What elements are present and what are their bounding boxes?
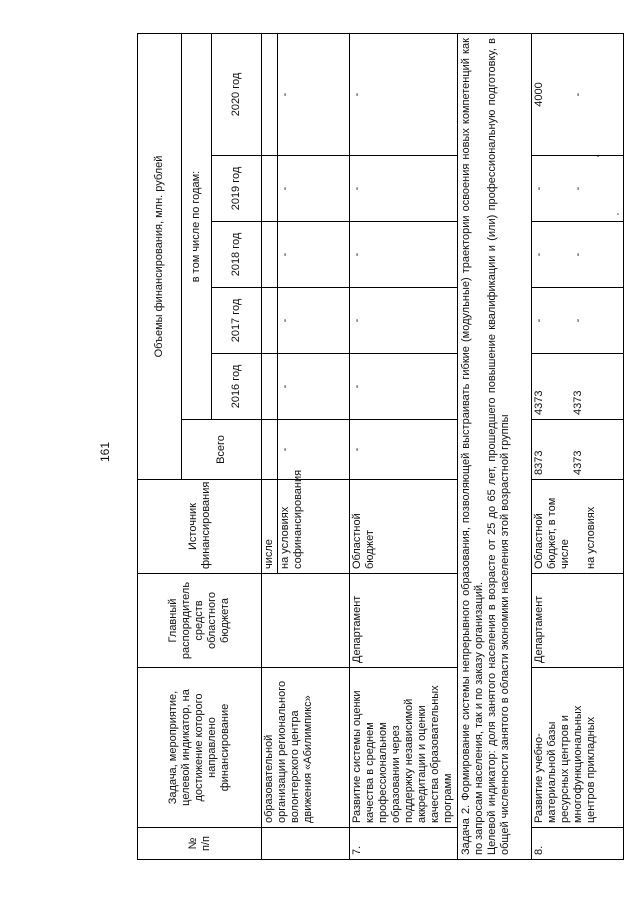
cont-cell: [262, 156, 278, 222]
row8-2020: [532, 34, 624, 156]
task-2-title: Задача 2. Формирование системы непрерывного образования, позволяющей выстраивать гибкие (модульные) траектории освоения новых компетенций как по запросам населения, так и по заказу организаций.: [460, 38, 485, 855]
row8-2020-a: 4000: [533, 82, 545, 107]
row8-source-a: Областной бюджет, в том числе: [533, 497, 571, 569]
financing-table: [137, 33, 624, 860]
cont-num: [262, 828, 350, 860]
rotated-page-content: [137, 34, 639, 860]
cont-2016: -: [278, 354, 350, 420]
header-source: Источник финансирования: [138, 480, 262, 574]
row8-2017-b: -: [572, 318, 584, 323]
header-year-2016: 2016 год: [212, 354, 262, 420]
row7-2019: -: [350, 156, 458, 222]
row7-source: Областной бюджет: [350, 480, 458, 574]
row8-2016-b: 4373: [572, 390, 584, 415]
row8-source-b: на условиях: [585, 506, 597, 569]
row7-2017: -: [350, 288, 458, 354]
cont-2020: -: [278, 34, 350, 156]
row7-2016: -: [350, 354, 458, 420]
header-task: Задача, мероприятие, целевой индикатор, на достижение которого направлено финансирование: [138, 668, 262, 828]
row8-2018: [532, 222, 624, 288]
row8-2019-b: -: [572, 186, 584, 191]
cont-2019: -: [278, 156, 350, 222]
cont-cell: [262, 222, 278, 288]
task-2-indicator: Целевой индикатор: доля занятого населения в возрасте от 25 до 65 лет, прошедшего повышение квалификации и (или) профессиональную подготовку, в общей численности занятого в области экономики населения этой возрастной группы: [486, 38, 511, 855]
row8-total: [532, 420, 624, 480]
row7-num: 7.: [350, 828, 458, 860]
row8-2017: [532, 288, 624, 354]
header-year-2017: 2017 год: [212, 288, 262, 354]
row8-2018-a: -: [533, 252, 545, 257]
row8-source: [532, 480, 624, 574]
cont-source-a: числе: [262, 480, 278, 574]
row7-manager: Департамент: [350, 574, 458, 668]
cont-total: -: [278, 420, 350, 480]
cont-cell: [262, 34, 278, 156]
header-volumes: Объемы финансирования, млн. рублей: [138, 34, 182, 480]
header-year-2018: 2018 год: [212, 222, 262, 288]
cont-cell: [262, 288, 278, 354]
header-year-2020: 2020 год: [212, 34, 262, 156]
row8-2020-b: -: [572, 92, 584, 97]
row7-2018: -: [350, 222, 458, 288]
row8-2019-a: -: [533, 186, 545, 191]
row7-total: -: [350, 420, 458, 480]
row8-total-a: 8373: [533, 450, 545, 475]
cont-manager: [262, 574, 350, 668]
row7-2020: -: [350, 34, 458, 156]
row8-2016: [532, 354, 624, 420]
row8-2016-a: 4373: [533, 390, 545, 415]
page-number: 161: [98, 441, 112, 463]
cont-2017: -: [278, 288, 350, 354]
header-num: № п/п: [138, 828, 262, 860]
row8-2017-a: -: [533, 318, 545, 323]
header-year-2019: 2019 год: [212, 156, 262, 222]
cont-task: образовательной организации регионального волонтерского центра движения «Абилимпикс»: [262, 668, 350, 828]
header-by-years: в том числе по годам:: [182, 34, 212, 420]
row8-num: 8.: [532, 828, 624, 860]
row8-2018-b: -: [572, 252, 584, 257]
cont-cell: [262, 420, 278, 480]
row8-2019: [532, 156, 624, 222]
cont-cell: [262, 354, 278, 420]
task-2-cell: [458, 34, 532, 860]
cont-2018: -: [278, 222, 350, 288]
cont-source-b: на условиях софинансирования: [278, 480, 350, 574]
row7-task: Развитие системы оценки качества в среднем профессиональном образовании через поддержку независимой аккредитации и оценки качества образовательных программ: [350, 668, 458, 828]
row8-task: Развитие учебно-материальной базы ресурсных центров и многофункциональных центров прикладных: [532, 668, 624, 828]
header-manager: Главный распорядитель средств областного бюджета: [138, 574, 262, 668]
row8-manager: Департамент: [532, 574, 624, 668]
row8-total-b: 4373: [572, 450, 584, 475]
header-total: Всего: [182, 420, 262, 480]
